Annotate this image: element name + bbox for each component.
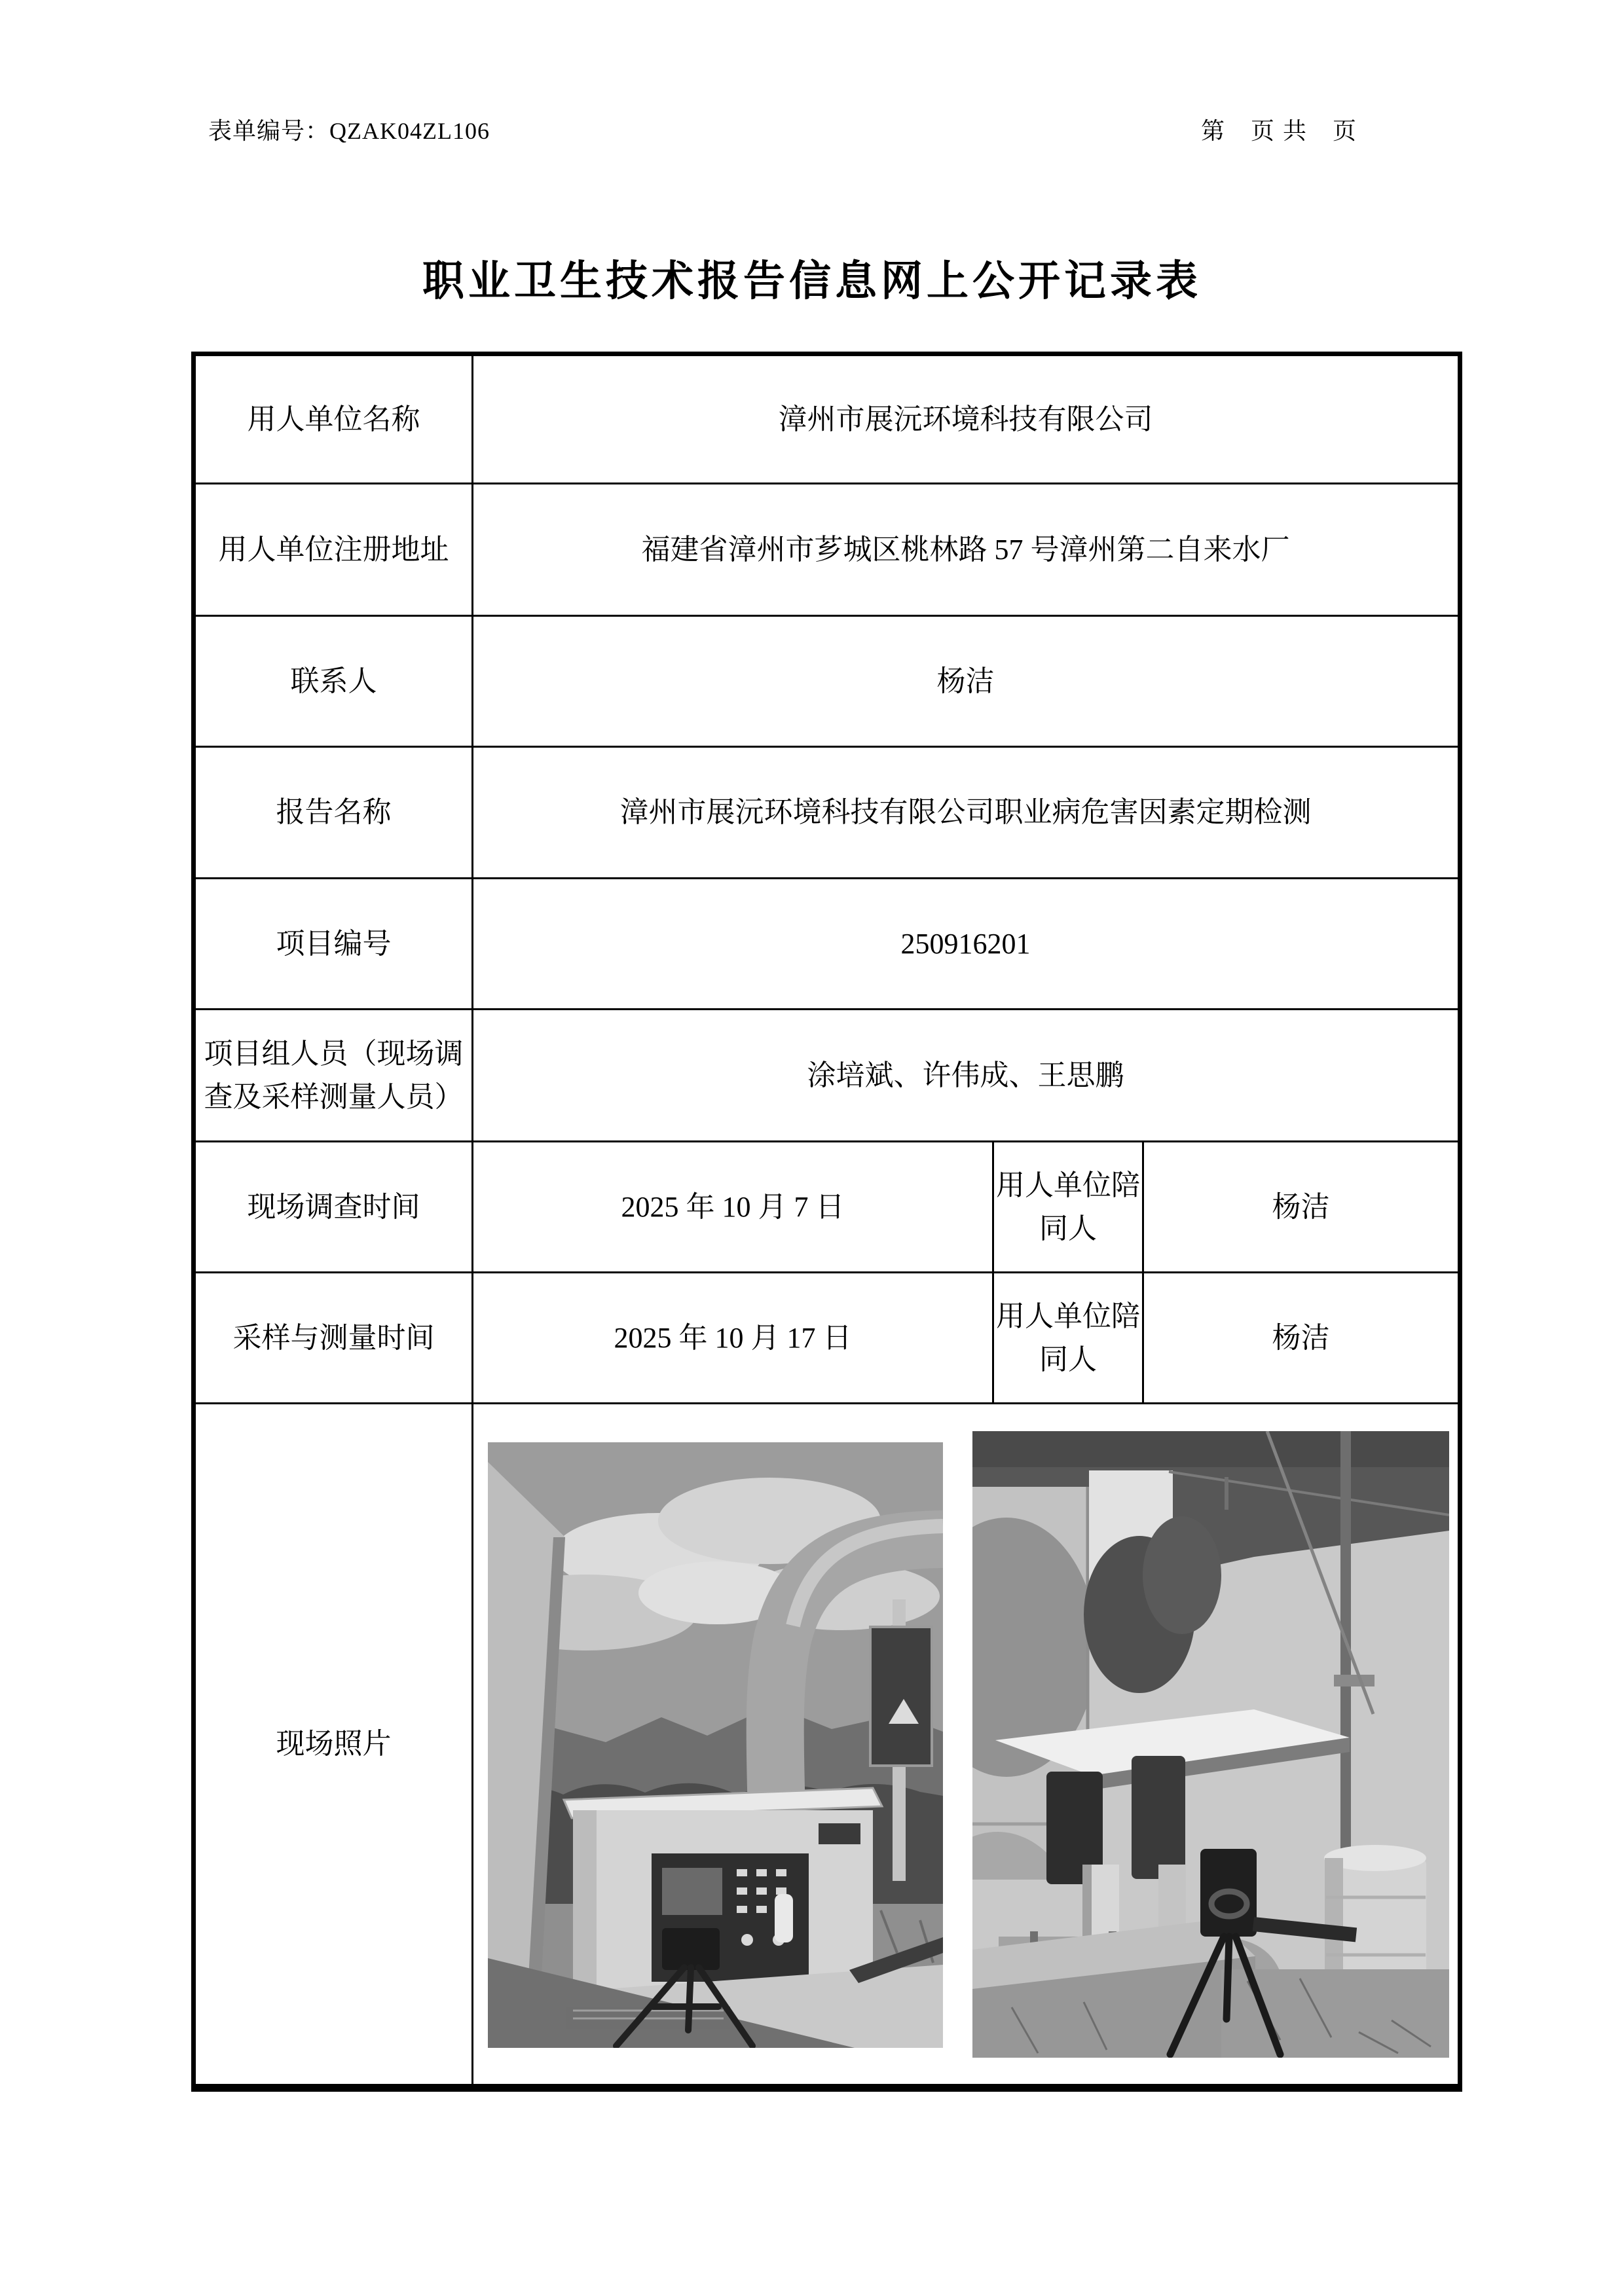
row-label-registered-address: 用人单位注册地址 xyxy=(194,484,473,616)
row-label-site-photos: 现场照片 xyxy=(194,1404,473,2088)
row-value-contact: 杨洁 xyxy=(473,616,1460,747)
table-row xyxy=(194,616,1460,747)
row-value-report-name: 漳州市展沅环境科技有限公司职业病危害因素定期检测 xyxy=(473,747,1460,879)
row-value-companion-1: 杨洁 xyxy=(1143,1142,1460,1273)
table-row xyxy=(194,1273,1460,1404)
row-label-companion-1: 用人单位陪同人 xyxy=(993,1142,1143,1273)
record-table xyxy=(191,352,1462,2092)
site-photo-2-image xyxy=(972,1431,1449,2058)
table-row xyxy=(194,484,1460,616)
document-title: 职业卫生技术报告信息网上公开记录表 xyxy=(422,258,1202,304)
row-label-project-number: 项目编号 xyxy=(194,879,473,1010)
site-photos-cell xyxy=(473,1404,1460,2088)
table-row xyxy=(194,1142,1460,1273)
row-value-project-team: 涂培斌、许伟成、王思鹏 xyxy=(473,1010,1460,1142)
row-label-employer-name: 用人单位名称 xyxy=(194,354,473,484)
page-number: 第 页 共 页 xyxy=(1201,118,1358,144)
row-label-report-name: 报告名称 xyxy=(194,747,473,879)
site-photo-2 xyxy=(972,1431,1449,2058)
row-label-contact: 联系人 xyxy=(194,616,473,747)
row-value-registered-address: 福建省漳州市芗城区桃林路 57 号漳州第二自来水厂 xyxy=(473,484,1460,616)
row-label-survey-date: 现场调查时间 xyxy=(194,1142,473,1273)
site-photo-1 xyxy=(488,1442,943,2048)
row-value-employer-name: 漳州市展沅环境科技有限公司 xyxy=(473,354,1460,484)
row-label-companion-2: 用人单位陪同人 xyxy=(993,1273,1143,1404)
table-row xyxy=(194,1404,1460,2088)
row-value-survey-date: 2025 年 10 月 7 日 xyxy=(473,1142,993,1273)
row-value-sampling-date: 2025 年 10 月 17 日 xyxy=(473,1273,993,1404)
row-label-project-team: 项目组人员（现场调查及采样测量人员） xyxy=(194,1010,473,1142)
table-row xyxy=(194,747,1460,879)
row-value-companion-2: 杨洁 xyxy=(1143,1273,1460,1404)
row-label-sampling-date: 采样与测量时间 xyxy=(194,1273,473,1404)
table-row xyxy=(194,354,1460,484)
site-photo-1-image xyxy=(488,1442,943,2048)
table-row xyxy=(194,879,1460,1010)
form-number: 表单编号：QZAK04ZL106 xyxy=(208,118,490,144)
table-row xyxy=(194,1010,1460,1142)
row-value-project-number: 250916201 xyxy=(473,879,1460,1010)
